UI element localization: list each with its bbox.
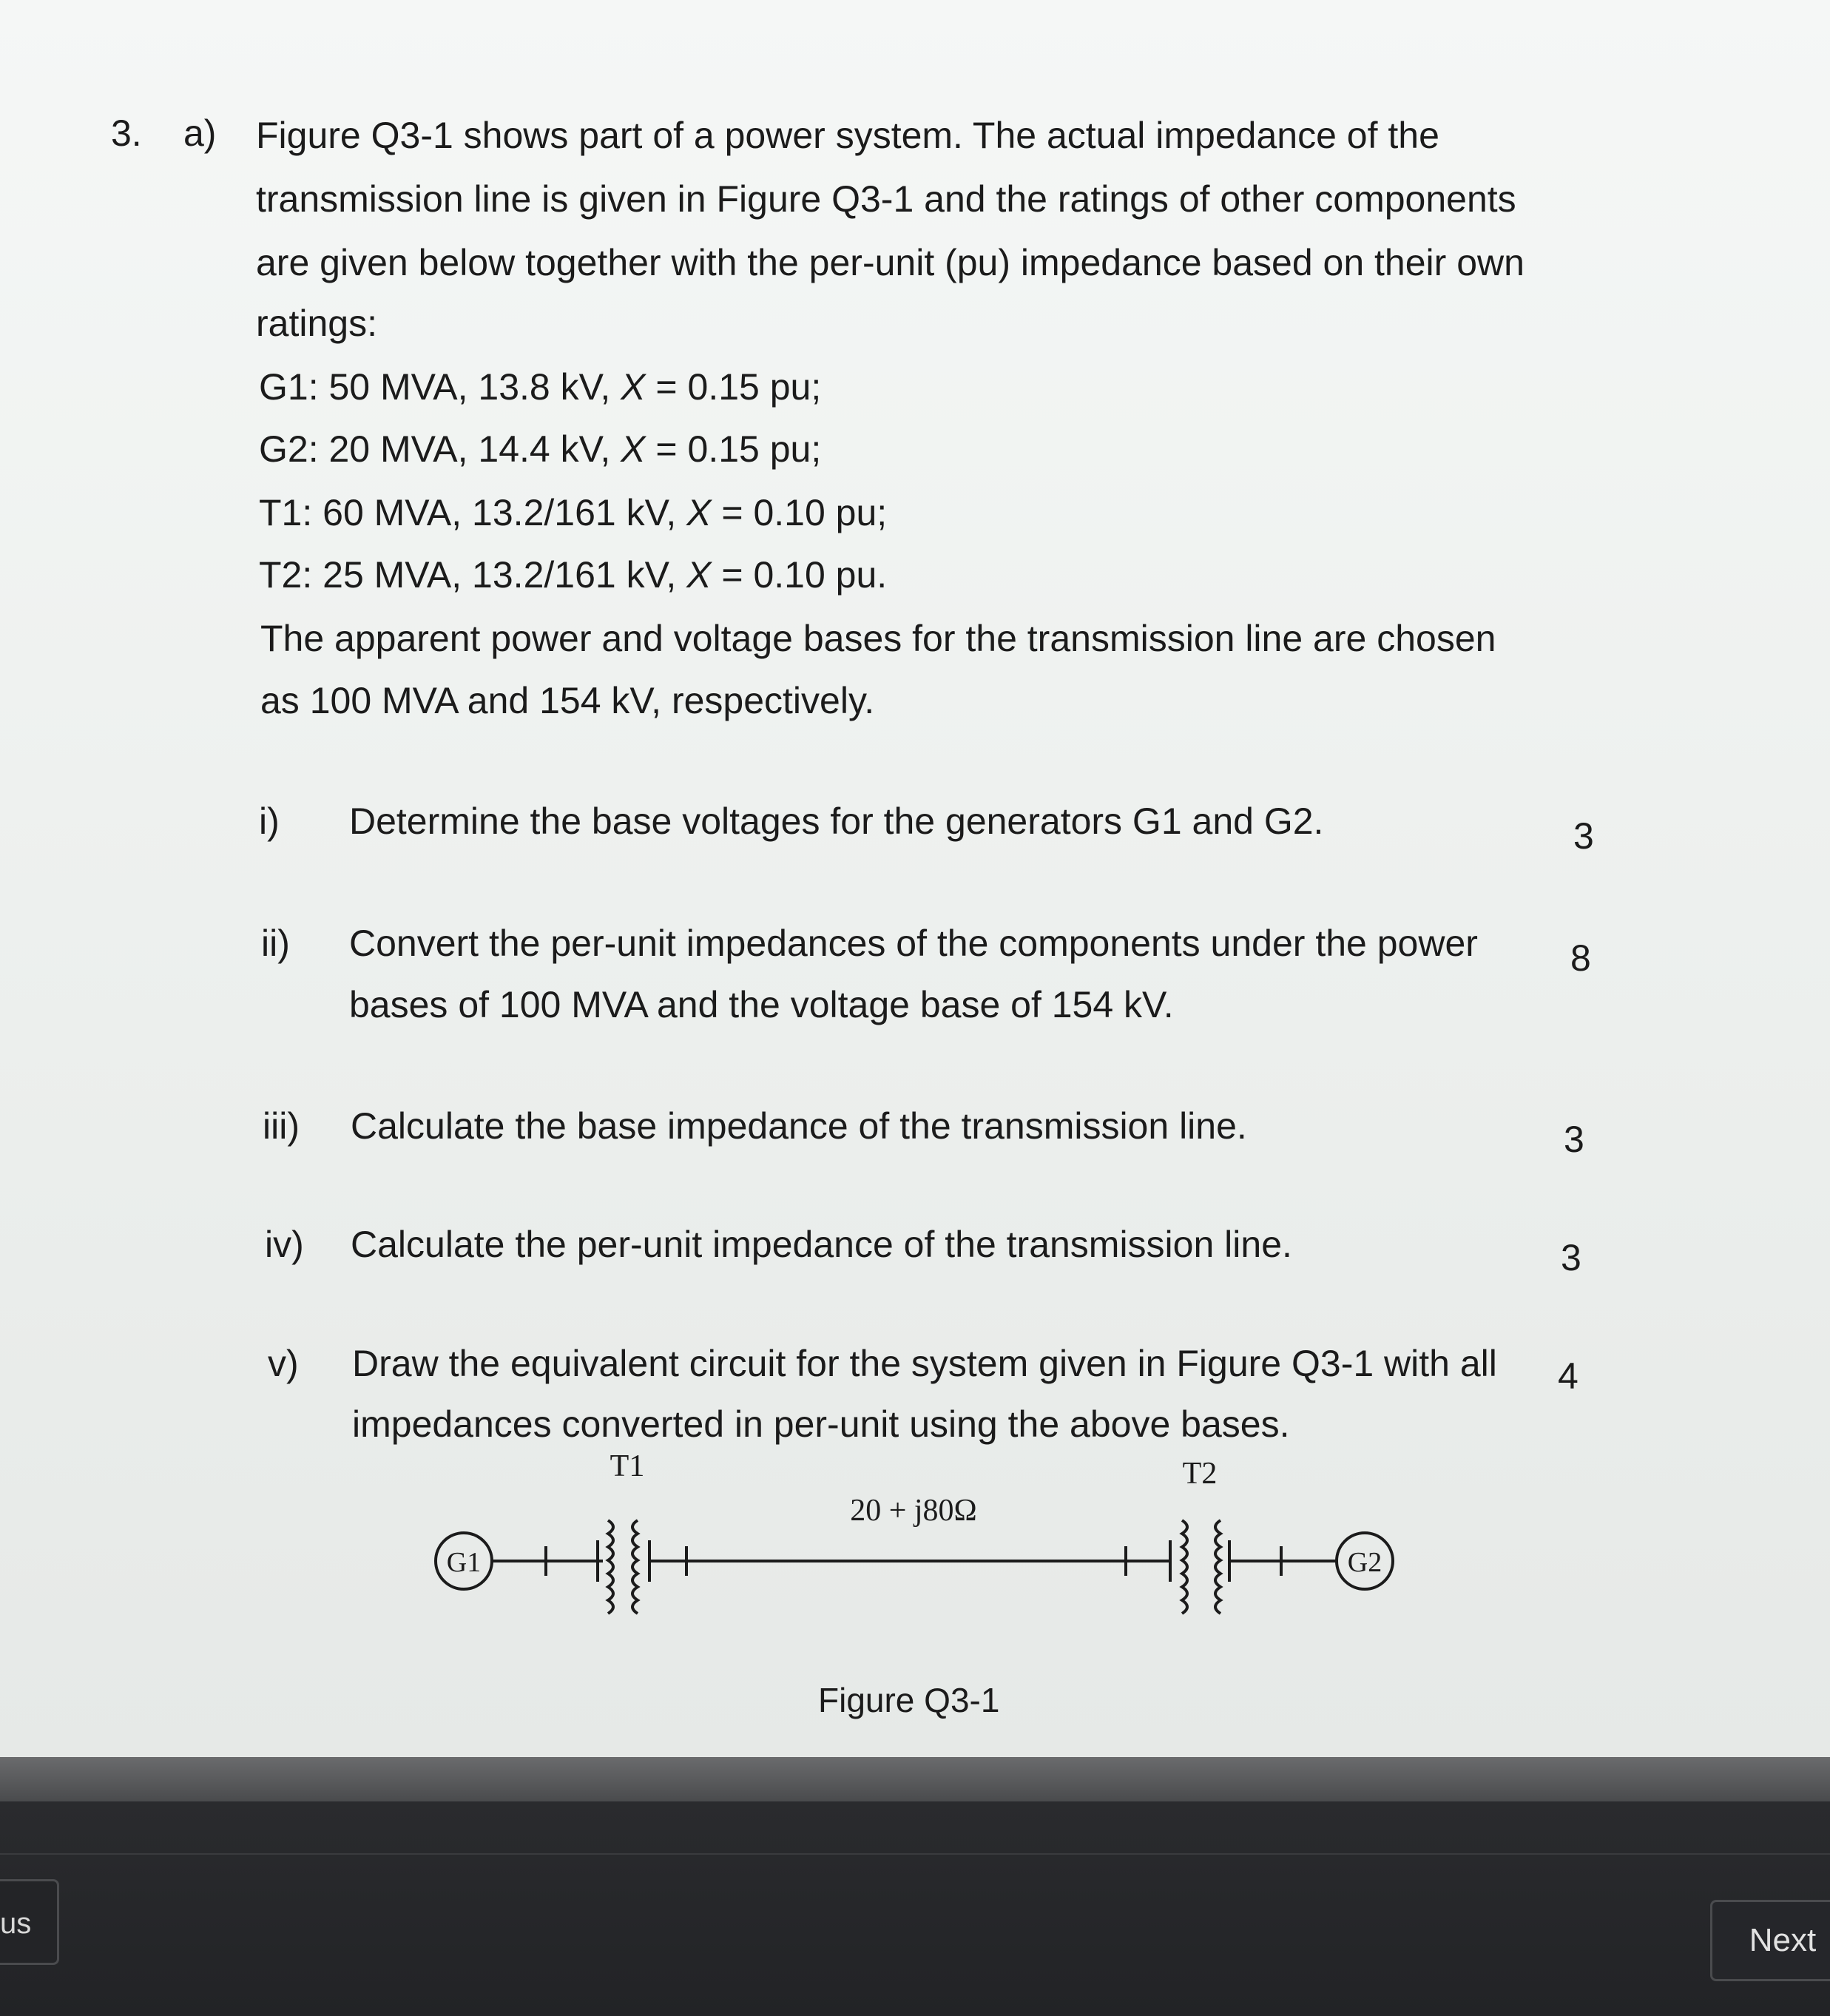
g1-label: G1	[446, 1547, 482, 1578]
next-button[interactable]: Next	[1710, 1900, 1830, 1981]
subquestion-ii-line-2: bases of 100 MVA and the voltage base of 154 kV.	[349, 984, 1174, 1025]
subquestion-v-line-1: Draw the equivalent circuit for the system given in Figure Q3-1 with all	[352, 1343, 1497, 1384]
intro-line-2: transmission line is given in Figure Q3-1 and the ratings of other components	[256, 178, 1516, 220]
navigation-bar	[0, 1801, 1830, 2016]
screen-bezel	[0, 1757, 1830, 1801]
rating-t1: T1: 60 MVA, 13.2/161 kV, X = 0.10 pu;	[259, 492, 888, 533]
intro-line-4: ratings:	[256, 303, 377, 344]
t2-label: T2	[1182, 1457, 1218, 1491]
subquestion-label-i: i)	[259, 800, 280, 842]
t2-primary-winding	[1182, 1520, 1187, 1614]
t2-secondary-winding	[1215, 1520, 1220, 1614]
t1-secondary-winding	[632, 1520, 638, 1614]
rating-g2: G2: 20 MVA, 14.4 kV, X = 0.15 pu;	[259, 428, 822, 470]
subquestion-i-line-1: Determine the base voltages for the generators G1 and G2.	[349, 800, 1324, 842]
subquestion-label-iv: iv)	[265, 1224, 304, 1265]
rating-t2: T2: 25 MVA, 13.2/161 kV, X = 0.10 pu.	[259, 554, 888, 596]
bases-line-1: The apparent power and voltage bases for the transmission line are chosen	[260, 618, 1496, 659]
bases-line-2: as 100 MVA and 154 kV, respectively.	[260, 680, 875, 721]
previous-button-label: us	[0, 1907, 32, 1940]
subquestion-label-iii: iii)	[263, 1105, 300, 1147]
t1-label: T1	[610, 1449, 645, 1483]
subquestion-v-line-2: impedances converted in per-unit using the above bases.	[352, 1403, 1290, 1445]
question-number: 3.	[111, 112, 142, 154]
subquestion-ii-line-1: Convert the per-unit impedances of the components under the power	[349, 923, 1478, 964]
marks-iv: 3	[1561, 1237, 1581, 1278]
figure-caption: Figure Q3-1	[818, 1681, 1000, 1719]
question-part-label: a)	[183, 112, 217, 154]
marks-i: 3	[1573, 815, 1594, 857]
marks-v: 4	[1558, 1355, 1579, 1397]
line-impedance-label: 20 + j80Ω	[850, 1494, 977, 1528]
marks-ii: 8	[1570, 937, 1591, 979]
subquestion-iv-line-1: Calculate the per-unit impedance of the transmission line.	[351, 1224, 1292, 1265]
intro-line-3: are given below together with the per-unit (pu) impedance based on their own	[256, 242, 1525, 283]
marks-iii: 3	[1564, 1119, 1584, 1160]
subquestion-iii-line-1: Calculate the base impedance of the transmission line.	[351, 1105, 1247, 1147]
rating-g1: G1: 50 MVA, 13.8 kV, X = 0.15 pu;	[259, 366, 822, 408]
g2-label: G2	[1347, 1547, 1382, 1578]
subquestion-label-ii: ii)	[261, 923, 290, 964]
t1-primary-winding	[608, 1520, 613, 1614]
subquestion-label-v: v)	[268, 1343, 299, 1384]
navigation-bar-divider	[0, 1853, 1830, 1855]
intro-line-1: Figure Q3-1 shows part of a power system. The actual impedance of the	[256, 115, 1439, 156]
power-system-diagram	[414, 1443, 1428, 1635]
